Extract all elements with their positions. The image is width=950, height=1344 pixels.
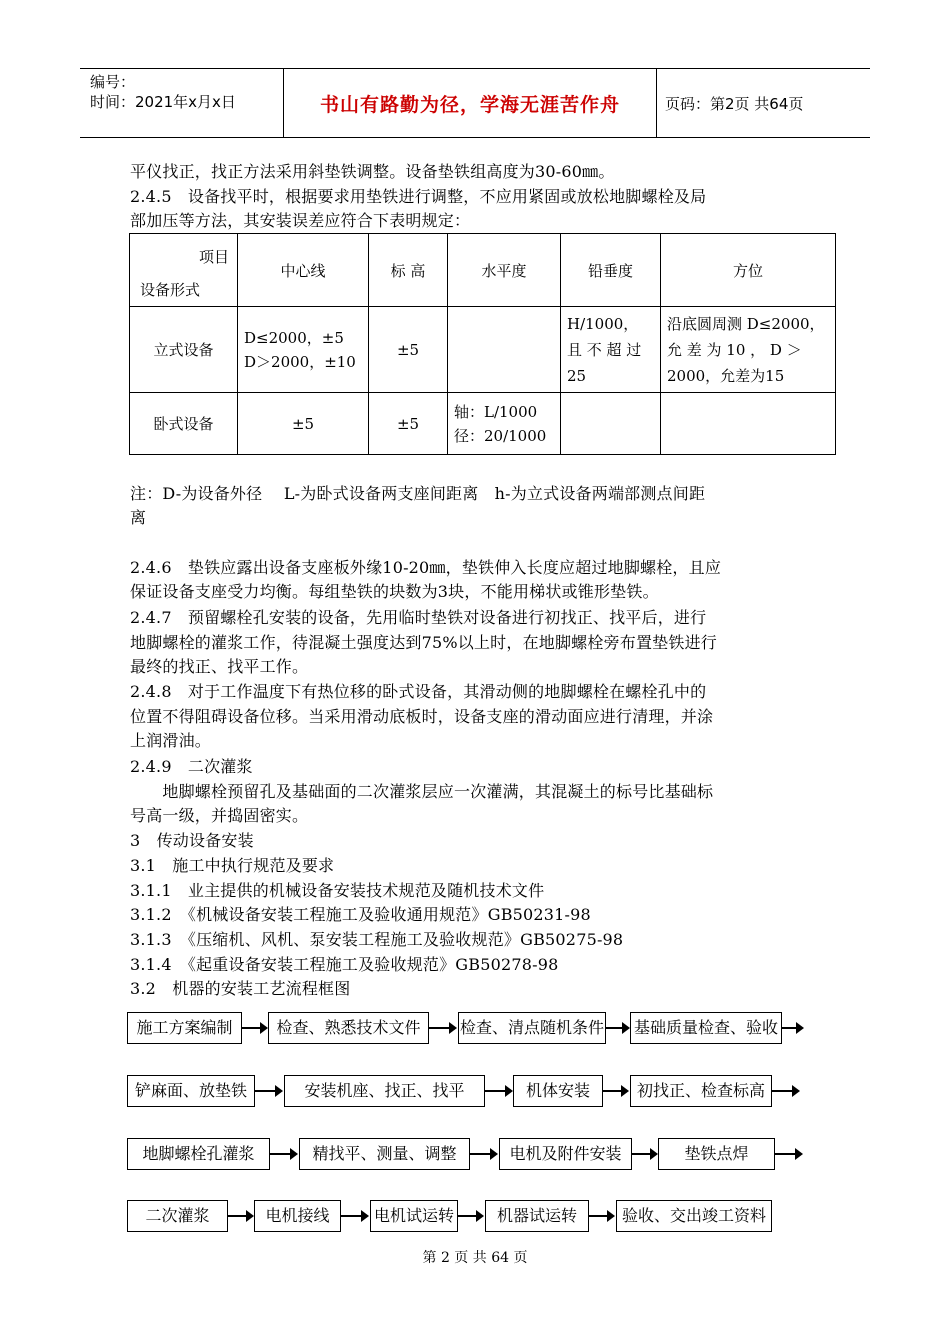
flow-step: 施工方案编制 <box>127 1012 242 1044</box>
flow-step: 二次灌浆 <box>127 1200 228 1232</box>
row-horizontal-level <box>448 393 561 455</box>
section-heading: 3.1 施工中执行规范及要求 <box>130 856 335 875</box>
flow-arrow <box>429 1027 455 1029</box>
flow-step: 地脚螺栓孔灌浆 <box>127 1138 270 1170</box>
flow-arrow <box>589 1215 613 1217</box>
cell-line: 沿底圆周测 D≤2000， <box>667 314 825 333</box>
flow-step: 初找正、检查标高 <box>630 1075 772 1107</box>
row-horizontal-plumb <box>561 393 661 455</box>
row-horizontal-name: 卧式设备 <box>130 393 238 455</box>
flow-arrow <box>458 1215 482 1217</box>
page-header <box>80 68 870 138</box>
cell-line: H/1000， <box>567 314 639 333</box>
doc-date: 时间：2021年x月x日 <box>90 93 236 111</box>
header-motto: 书山有路勤为径，学海无涯苦作舟 <box>319 93 620 116</box>
row-vertical-plumb <box>561 307 661 393</box>
row-vertical-elevation: ±5 <box>369 307 448 393</box>
flow-arrow <box>772 1090 798 1092</box>
cell-line: 轴：L/1000 <box>454 402 538 421</box>
flow-step: 电机及附件安装 <box>499 1138 632 1170</box>
list-item: 3.1.1 业主提供的机械设备安装技术规范及随机技术文件 <box>130 881 545 900</box>
paragraph-line: 2.4.5 设备找平时，根据要求用垫铁进行调整，不应用紧固或放松地脚螺栓及局 <box>130 187 707 206</box>
list-item: 3.1.2 《机械设备安装工程施工及验收通用规范》GB50231-98 <box>130 905 591 924</box>
flow-step: 检查、熟悉技术文件 <box>268 1012 429 1044</box>
section-heading: 3 传动设备安装 <box>130 831 254 850</box>
paragraph-line: 位置不得阻碍设备位移。当采用滑动底板时，设备支座的滑动面应进行清理，并涂 <box>130 707 714 726</box>
flow-arrow <box>632 1153 656 1155</box>
list-item: 3.1.4 《起重设备安装工程施工及验收规范》GB50278-98 <box>130 955 559 974</box>
flow-arrow <box>242 1027 266 1029</box>
flow-arrow <box>603 1090 627 1092</box>
cell-line: D≤2000，±5 <box>244 328 344 347</box>
flow-step: 机器试运转 <box>485 1200 589 1232</box>
col-header-plumb: 铅垂度 <box>561 234 661 307</box>
cell-line: D＞2000，±10 <box>244 352 356 371</box>
row-horizontal-orientation <box>661 393 836 455</box>
paragraph-line: 保证设备支座受力均衡。每组垫铁的块数为3块，不能用梯状或锥形垫铁。 <box>130 582 659 601</box>
table-note: 注：D-为设备外径 L-为卧式设备两支座间距离 h-为立式设备两端部测点间距 <box>130 484 706 503</box>
paragraph-line: 2.4.6 垫铁应露出设备支座板外缘10-20㎜，垫铁伸入长度应超过地脚螺栓，且应 <box>130 558 722 577</box>
row-vertical-name: 立式设备 <box>130 307 238 393</box>
row-vertical-orientation <box>661 307 836 393</box>
row-horizontal-center: ±5 <box>238 393 369 455</box>
cell-line: 25 <box>567 366 587 385</box>
paragraph-line: 号高一级，并捣固密实。 <box>130 806 309 825</box>
paragraph-line: 最终的找正、找平工作。 <box>130 657 309 676</box>
paragraph-line: 地脚螺栓的灌浆工作，待混凝土强度达到75%以上时，在地脚螺栓旁布置垫铁进行 <box>130 633 717 652</box>
flow-step: 精找平、测量、调整 <box>299 1138 470 1170</box>
header-page-info: 页码：第2页 共64页 <box>665 94 804 113</box>
flow-step: 机体安装 <box>513 1075 603 1107</box>
paragraph-line: 2.4.8 对于工作温度下有热位移的卧式设备，其滑动侧的地脚螺栓在螺栓孔中的 <box>130 682 707 701</box>
section-heading: 2.4.9 二次灌浆 <box>130 757 253 776</box>
corner-label-type: 设备形式 <box>140 281 201 299</box>
table-note: 离 <box>130 508 147 527</box>
col-header-orientation: 方位 <box>661 234 836 307</box>
flow-step: 基础质量检查、验收 <box>630 1012 782 1044</box>
flow-step: 电机试运转 <box>370 1200 458 1232</box>
table-header-row <box>130 234 836 307</box>
paragraph-line: 上润滑油。 <box>130 731 212 750</box>
table-corner-cell <box>130 234 238 307</box>
row-vertical-center <box>238 307 369 393</box>
col-header-center: 中心线 <box>238 234 369 307</box>
cell-line: 径：20/1000 <box>454 426 547 445</box>
flow-arrow <box>270 1153 296 1155</box>
header-motto-cell <box>284 69 657 137</box>
flow-arrow <box>606 1027 628 1029</box>
cell-line: 且 不 超 过 <box>567 340 642 359</box>
paragraph-line: 部加压等方法，其安装误差应符合下表明规定： <box>130 211 471 230</box>
col-header-elevation: 标 高 <box>369 234 448 307</box>
flow-arrow <box>470 1153 496 1155</box>
flow-step: 铲麻面、放垫铁 <box>127 1075 255 1107</box>
corner-label-item: 项目 <box>198 248 229 266</box>
flow-arrow <box>228 1215 252 1217</box>
flow-step: 安装机座、找正、找平 <box>284 1075 485 1107</box>
table-row <box>130 393 836 455</box>
list-item: 3.1.3 《压缩机、风机、泵安装工程施工及验收规范》GB50275-98 <box>130 930 624 949</box>
row-horizontal-elevation: ±5 <box>369 393 448 455</box>
flow-step: 检查、清点随机条件 <box>458 1012 606 1044</box>
header-meta <box>80 69 284 137</box>
paragraph-line: 2.4.7 预留螺栓孔安装的设备，先用临时垫铁对设备进行初找正、找平后，进行 <box>130 608 707 627</box>
cell-line: 允 差 为 10 ， D ＞ <box>667 340 802 359</box>
paragraph-line: 地脚螺栓预留孔及基础面的二次灌浆层应一次灌满，其混凝土的标号比基础标 <box>130 782 714 801</box>
page-footer: 第 2 页 共 64 页 <box>422 1250 528 1266</box>
flow-step: 验收、交出竣工资料 <box>616 1200 772 1232</box>
row-vertical-level <box>448 307 561 393</box>
flow-arrow <box>775 1153 801 1155</box>
flow-arrow <box>341 1215 367 1217</box>
flow-arrow <box>255 1090 281 1092</box>
doc-number: 编号： <box>90 73 136 91</box>
col-header-level: 水平度 <box>448 234 561 307</box>
flow-step: 电机接线 <box>254 1200 341 1232</box>
cell-line: 2000，允差为15 <box>667 366 785 385</box>
flow-step: 垫铁点焊 <box>658 1138 775 1170</box>
flow-arrow <box>485 1090 511 1092</box>
tolerance-table <box>129 233 836 455</box>
paragraph-line: 平仪找正，找正方法采用斜垫铁调整。设备垫铁组高度为30-60㎜。 <box>130 162 615 181</box>
flow-arrow <box>782 1027 802 1029</box>
section-heading: 3.2 机器的安装工艺流程框图 <box>130 979 351 998</box>
table-row <box>130 307 836 393</box>
